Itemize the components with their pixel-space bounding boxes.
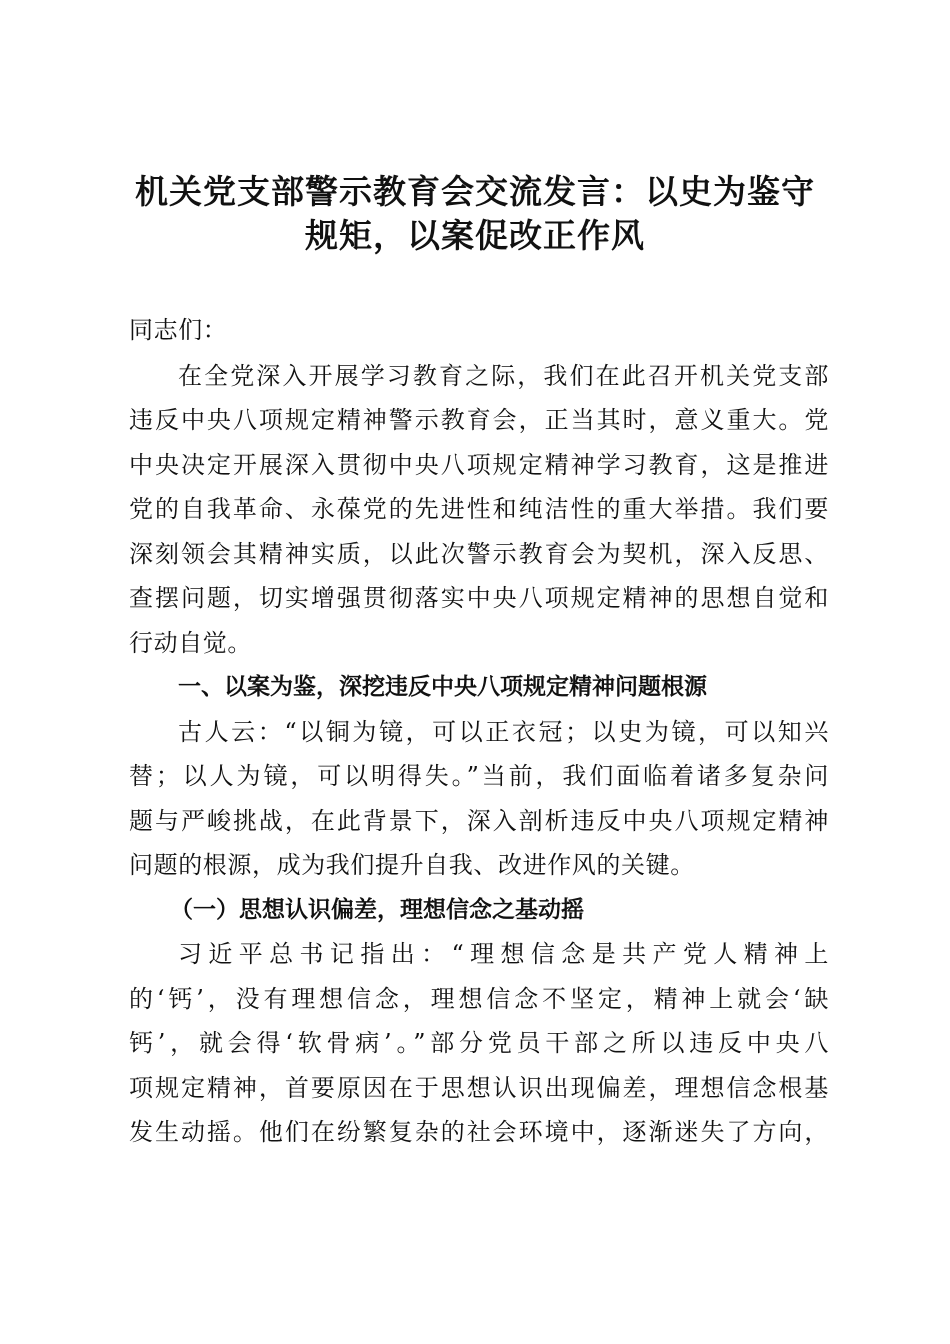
section-line: 古人云：“以铜为镜，可以正衣冠；以史为镜，可以知兴 (178, 718, 829, 746)
intro-line: 违反中央八项规定精神警示教育会，正当其时，意义重大。党 (129, 406, 829, 434)
intro-line: 在全党深入开展学习教育之际，我们在此召开机关党支部 (178, 362, 829, 390)
subsection-line: 发生动摇。他们在纷繁复杂的社会环境中，逐渐迷失了方向， (129, 1118, 829, 1146)
subsection-line: 项规定精神，首要原因在于思想认识出现偏差，理想信念根基 (129, 1074, 829, 1102)
section-line: 替；以人为镜，可以明得失。”当前，我们面临着诸多复杂问 (129, 762, 829, 790)
intro-line: 党的自我革命、永葆党的先进性和纯洁性的重大举措。我们要 (129, 495, 829, 523)
salutation: 同志们： (129, 316, 228, 344)
section-heading: 一、以案为鉴，深挖违反中央八项规定精神问题根源 (178, 674, 707, 700)
subsection-line: 的‘钙’，没有理想信念，理想信念不坚定，精神上就会‘缺 (129, 985, 829, 1013)
intro-line: 中央决定开展深入贯彻中央八项规定精神学习教育，这是推进 (129, 451, 829, 479)
subsection-line: 钙’，就会得‘软骨病’。”部分党员干部之所以违反中央八 (129, 1029, 829, 1057)
subsection-heading: （一）思想认识偏差，理想信念之基动摇 (170, 896, 584, 923)
intro-line: 行动自觉。 (129, 629, 252, 657)
section-line: 题与严峻挑战，在此背景下，深入剖析违反中央八项规定精神 (129, 807, 829, 835)
subsection-line: 习近平总书记指出：“理想信念是共产党人精神上 (178, 940, 829, 968)
document-title-line-1: 机关党支部警示教育会交流发言：以史为鉴守 (135, 172, 815, 211)
document-title-line-2: 规矩，以案促改正作风 (305, 216, 645, 255)
intro-line: 查摆问题，切实增强贯彻落实中央八项规定精神的思想自觉和 (129, 584, 829, 612)
intro-line: 深刻领会其精神实质，以此次警示教育会为契机，深入反思、 (129, 540, 829, 568)
section-line: 问题的根源，成为我们提升自我、改进作风的关键。 (129, 851, 695, 879)
